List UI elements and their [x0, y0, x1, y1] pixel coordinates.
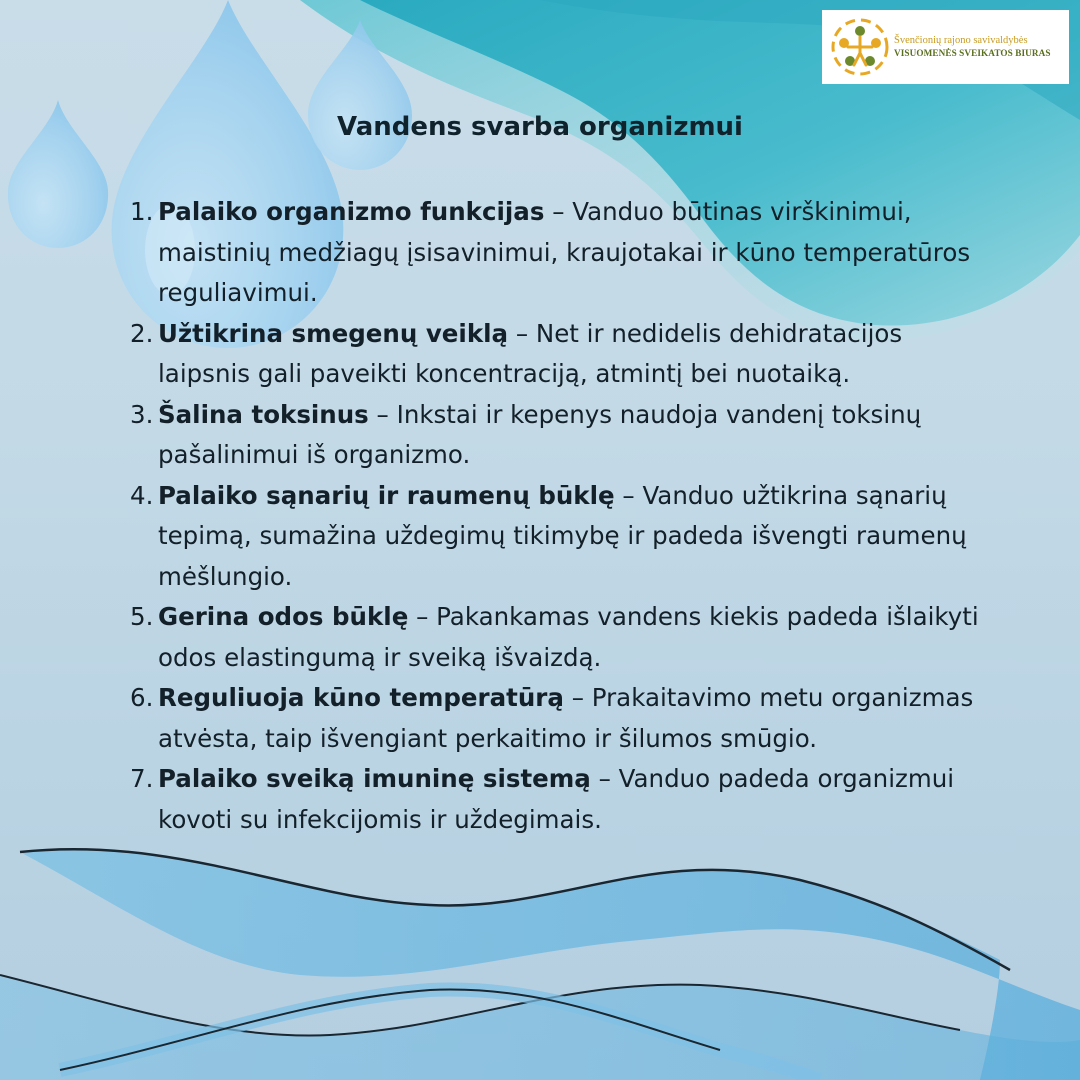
list-item — [130, 395, 980, 476]
list-item-heading: Palaiko sveiką imuninę sistemą — [158, 764, 591, 793]
list-item — [130, 678, 980, 759]
list-item-number: 5. — [130, 602, 154, 631]
list-item-heading: Užtikrina smegenų veiklą — [158, 318, 509, 348]
benefits-list — [130, 192, 980, 840]
list-item-heading: Palaiko organizmo funkcijas — [158, 197, 545, 226]
list-item-number: 7. — [130, 764, 154, 793]
list-item-text: – Vanduo būtinas virškinimui, maistinių medžiagų įsisavinimui, kraujotakai ir kūno temperatūros reguliavimui. — [158, 197, 971, 307]
list-item-text: – Vanduo padeda organizmui kovoti su infekcijomis ir uždegimais. — [158, 764, 955, 834]
list-item-heading: Reguliuoja kūno temperatūrą — [158, 683, 564, 712]
list-item-number: 4. — [130, 480, 154, 510]
list-item — [130, 476, 980, 598]
list-item-text: – Net ir nedidelis dehidratacijos laipsnis gali paveikti koncentraciją, atmintį bei nuotaiką. — [158, 318, 903, 388]
organization-logo — [822, 10, 1069, 84]
logo-line-municipality: Švenčionių rajono savivaldybės — [894, 35, 1028, 47]
list-item-text: – Prakaitavimo metu organizmas atvėsta, taip išvengiant perkaitimo ir šilumos smūgio. — [158, 683, 974, 753]
list-item-number: 3. — [130, 399, 154, 429]
page-title — [0, 112, 1080, 142]
list-item — [130, 759, 980, 840]
list-item-heading: Palaiko sąnarių ir raumenų būklę — [158, 480, 615, 510]
list-item-text: – Vanduo užtikrina sąnarių tepimą, sumažina uždegimų tikimybę ir padeda išvengti raumenų mėšlungio. — [158, 480, 967, 591]
list-item — [130, 314, 980, 395]
page-title-text: Vandens svarba organizmui — [337, 112, 743, 142]
list-item-number: 2. — [130, 318, 154, 348]
list-item-text: – Pakankamas vandens kiekis padeda išlaikyti odos elastingumą ir sveiką išvaizdą. — [158, 602, 979, 672]
list-item-number: 6. — [130, 683, 154, 712]
list-item — [130, 192, 980, 314]
list-item-number: 1. — [130, 197, 154, 226]
list-item-heading: Gerina odos būklę — [158, 602, 409, 631]
bottom-waves — [0, 849, 1080, 1080]
list-item — [130, 597, 980, 678]
logo-emblem-icon — [830, 17, 890, 77]
list-item-text: – Inkstai ir kepenys naudoja vandenį toksinų pašalinimui iš organizmo. — [158, 399, 922, 469]
list-item-heading: Šalina toksinus — [158, 399, 369, 429]
logo-line-bureau: VISUOMENĖS SVEIKATOS BIURAS — [894, 47, 1051, 58]
